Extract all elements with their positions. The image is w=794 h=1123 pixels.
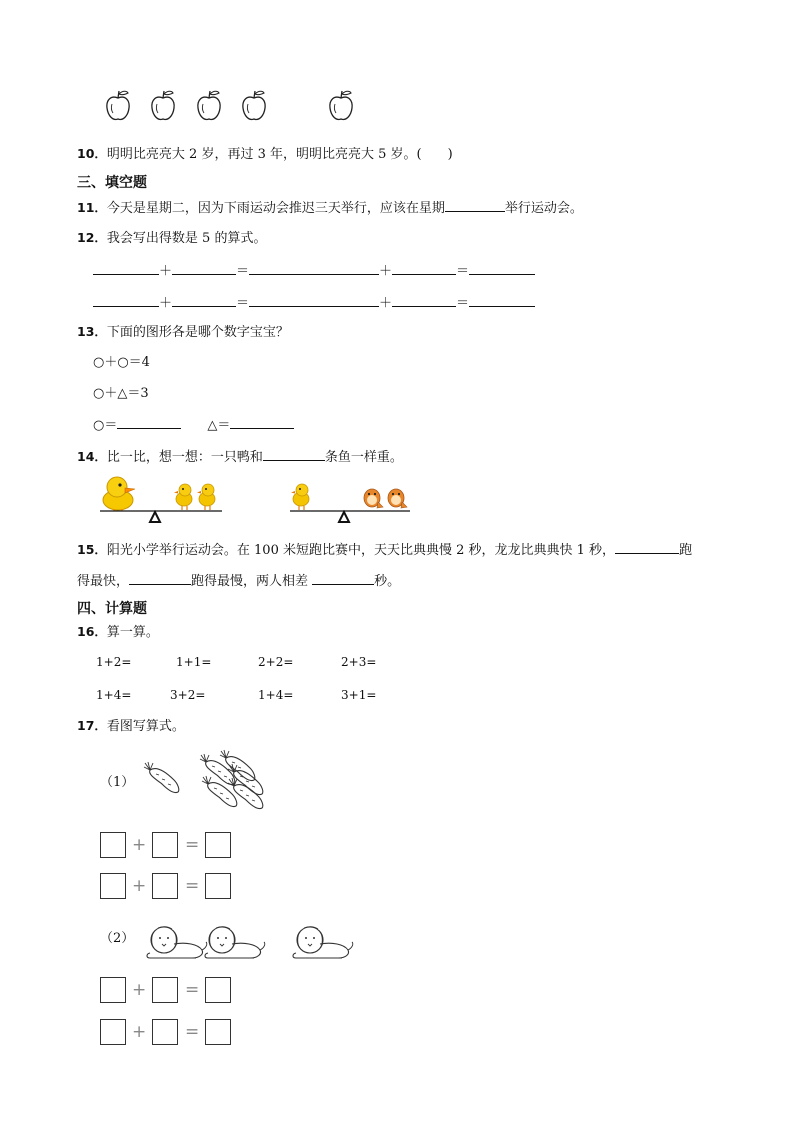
answer-box[interactable] — [100, 1019, 126, 1045]
lions-picture — [140, 918, 360, 962]
answer-blank[interactable] — [312, 572, 374, 585]
answer-blank[interactable] — [263, 448, 325, 461]
calc-item: 3+1= — [341, 688, 377, 702]
lion-icon — [293, 927, 353, 958]
answer-blank[interactable] — [392, 294, 456, 307]
apple-icon — [152, 91, 174, 119]
question-10-text: 明明比亮亮大 2 岁，再过 3 年，明明比亮亮大 5 岁。( ) — [106, 147, 453, 162]
answer-blank[interactable] — [392, 262, 456, 275]
fish-icon — [388, 489, 407, 508]
apples-picture — [100, 88, 360, 122]
question-15: 15．阳光小学举行运动会。在 100 米短跑比赛中，天天比典典慢 2 秒，龙龙比典典快 1 秒， 跑 — [77, 542, 693, 558]
apple-icon — [243, 91, 265, 119]
balance-scales-picture — [98, 474, 418, 526]
equation-row-2: ＋ ＝ ＋ ＝ — [93, 294, 535, 312]
shape-equation-1: ○＋○＝4 — [93, 355, 150, 370]
lion-icon — [205, 927, 265, 958]
carrots-picture — [140, 750, 270, 810]
answer-box[interactable] — [205, 873, 231, 899]
apple-icon — [330, 91, 352, 119]
shape-answers: ○＝ △＝ — [93, 416, 294, 434]
calc-item: 1+1= — [176, 655, 212, 669]
answer-blank[interactable] — [249, 294, 379, 307]
calc-item: 2+2= — [258, 655, 294, 669]
question-11: 11．今天是星期二，因为下雨运动会推迟三天举行，应该在星期 举行运动会。 — [77, 200, 583, 216]
answer-blank[interactable] — [93, 262, 159, 275]
section-calculation-title: 四、计算题 — [77, 601, 147, 617]
apple-icon — [107, 91, 129, 119]
carrot-icon — [228, 764, 263, 795]
part-2-label: （2） — [100, 931, 135, 946]
question-15-line-2: 得最快， 跑得最慢，两人相差 秒。 — [77, 574, 401, 589]
duck-icon — [103, 477, 135, 511]
carrot-icon — [202, 776, 237, 807]
answer-box[interactable] — [205, 832, 231, 858]
apple-icon — [198, 91, 220, 119]
answer-blank[interactable] — [172, 294, 236, 307]
answer-blank[interactable] — [93, 294, 159, 307]
answer-blank[interactable] — [445, 199, 505, 212]
answer-box[interactable] — [152, 977, 178, 1003]
carrot-icon — [220, 750, 255, 781]
answer-box[interactable] — [100, 873, 126, 899]
calc-item: 3+2= — [170, 688, 206, 702]
carrot-icon — [144, 762, 179, 793]
answer-box[interactable] — [152, 832, 178, 858]
answer-blank[interactable] — [615, 541, 679, 554]
answer-box[interactable] — [205, 1019, 231, 1045]
answer-box[interactable] — [152, 873, 178, 899]
section-fill-blank-title: 三、填空题 — [77, 175, 147, 191]
question-10: 10．明明比亮亮大 2 岁，再过 3 年，明明比亮亮大 5 岁。( ) — [77, 146, 453, 162]
question-16: 16．算一算。 — [77, 624, 159, 640]
chick-icon — [174, 484, 192, 510]
answer-box[interactable] — [205, 977, 231, 1003]
calc-item: 2+3= — [341, 655, 377, 669]
answer-blank[interactable] — [172, 262, 236, 275]
chick-icon — [291, 484, 309, 510]
lion-icon — [147, 927, 207, 958]
carrot-icon — [228, 778, 263, 809]
question-17: 17．看图写算式。 — [77, 718, 185, 734]
chick-icon — [197, 484, 215, 510]
calc-item: 1+2= — [96, 655, 132, 669]
question-12: 12．我会写出得数是 5 的算式。 — [77, 230, 267, 246]
fish-icon — [364, 489, 383, 508]
answer-box[interactable] — [100, 977, 126, 1003]
calc-item: 1+4= — [96, 688, 132, 702]
answer-blank[interactable] — [129, 572, 191, 585]
calc-item: 1+4= — [258, 688, 294, 702]
question-13: 13．下面的图形各是哪个数字宝宝？ — [77, 324, 289, 340]
answer-blank[interactable] — [469, 262, 535, 275]
answer-blank[interactable] — [469, 294, 535, 307]
shape-equation-2: ○＋△＝3 — [93, 386, 149, 401]
part-1-label: （1） — [100, 775, 135, 790]
equation-row-1: ＋ ＝ ＋ ＝ — [93, 262, 535, 280]
answer-box[interactable] — [152, 1019, 178, 1045]
answer-blank[interactable] — [230, 416, 294, 429]
answer-blank[interactable] — [117, 416, 181, 429]
answer-blank[interactable] — [249, 262, 379, 275]
question-14: 14．比一比，想一想：一只鸭和 条鱼一样重。 — [77, 449, 403, 465]
answer-box[interactable] — [100, 832, 126, 858]
